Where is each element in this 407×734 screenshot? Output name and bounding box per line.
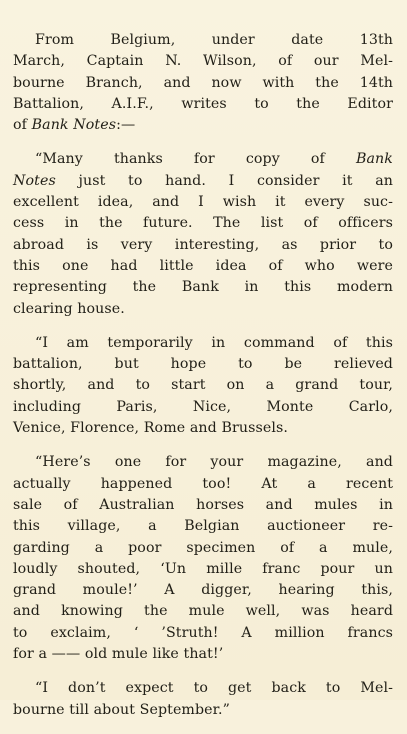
text-line: “Here’s one for your magazine, and: [35, 454, 393, 471]
text-run: just to hand. I consider it an: [55, 172, 393, 189]
text-line: cess in the future. The list of officers: [13, 215, 393, 232]
text-line: Battalion, A.I.F., writes to the Editor: [13, 95, 393, 112]
text-line: bourne Branch, and now with the 14th: [13, 74, 393, 91]
text-line: representing the Bank in this modern: [13, 279, 393, 296]
text-line: for a —— old mule like that!’: [13, 646, 224, 663]
text-line: March, Captain N. Wilson, of our Mel-: [13, 53, 393, 70]
text-line: grand moule!’ A digger, hearing this,: [13, 582, 393, 599]
text-line: shortly, and to start on a grand tour,: [13, 377, 393, 394]
italic-title: Bank Notes: [31, 117, 117, 134]
text-line: excellent idea, and I wish it every suc-: [13, 194, 393, 211]
italic-title: Bank: [355, 151, 393, 168]
text-line: this village, a Belgian auctioneer re-: [13, 518, 393, 535]
text-line: [13, 149, 393, 170]
text-run: :—: [116, 117, 136, 134]
text-line: battalion, but hope to be relieved: [13, 356, 393, 373]
paragraph-thanks: [13, 149, 393, 319]
text-line: loudly shouted, ‘Un mille franc pour un: [13, 560, 393, 577]
text-line: and knowing the mule well, was heard: [13, 603, 393, 620]
italic-title: Notes: [13, 172, 56, 189]
paragraph-intro: [13, 30, 393, 136]
text-run: “Many thanks for copy of: [35, 151, 356, 168]
text-line: garding a poor specimen of a mule,: [13, 539, 393, 556]
text-line: [13, 115, 393, 136]
text-line: [13, 171, 393, 192]
text-line: abroad is very interesting, as prior to: [13, 236, 393, 253]
text-line: actually happened too! At a recent: [13, 475, 393, 492]
article-column: [13, 30, 393, 734]
text-line: including Paris, Nice, Monte Carlo,: [13, 398, 393, 415]
text-line: “I don’t expect to get back to Mel-: [35, 680, 393, 697]
text-line: to exclaim, ‘ ’Struth! A million francs: [13, 624, 393, 641]
text-line: sale of Australian horses and mules in: [13, 496, 393, 513]
paragraph-anecdote: [13, 452, 393, 665]
paragraph-command: [13, 333, 393, 439]
text-line: Venice, Florence, Rome and Brussels.: [13, 420, 288, 437]
text-run: of: [13, 117, 32, 134]
text-line: From Belgium, under date 13th: [35, 32, 393, 48]
text-line: clearing house.: [13, 300, 125, 317]
text-line: this one had little idea of who were: [13, 257, 393, 274]
text-line: bourne till about September.”: [13, 701, 230, 718]
text-line: “I am temporarily in command of this: [35, 334, 393, 351]
